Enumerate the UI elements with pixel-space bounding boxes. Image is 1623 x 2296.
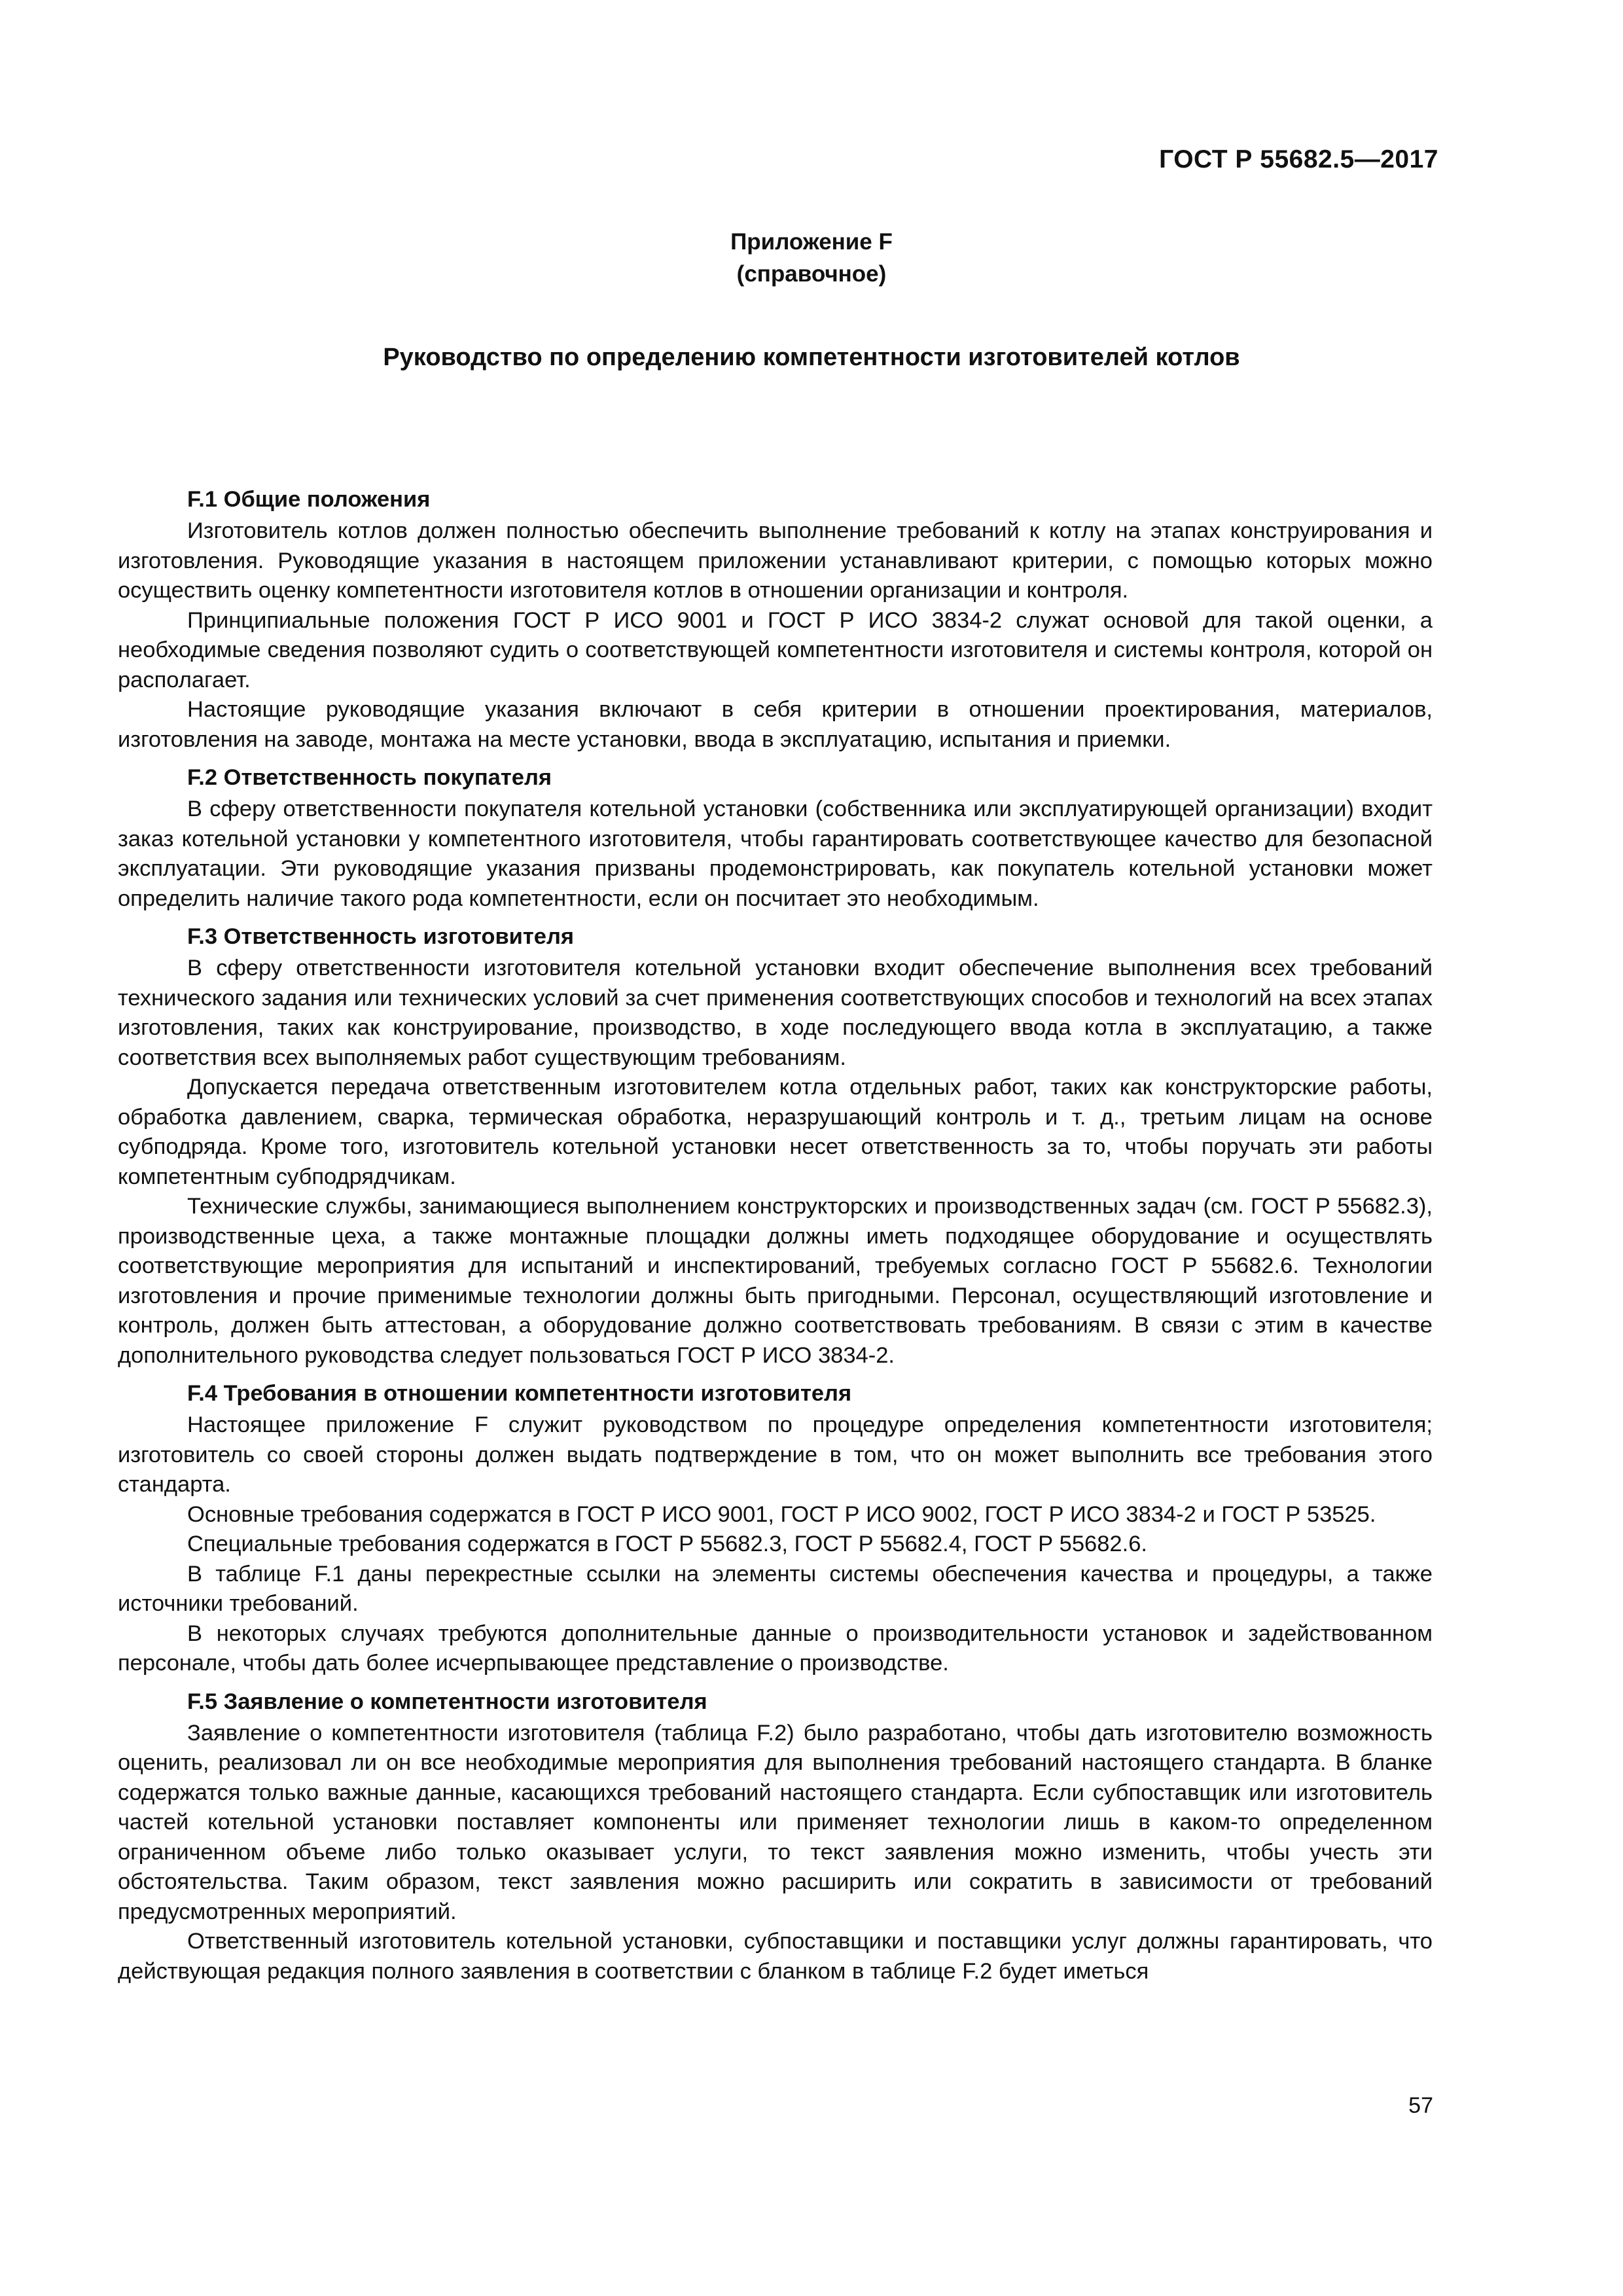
paragraph: Изготовитель котлов должен полностью обеспечить выполнение требований к котлу на этапах конструирования и изготовления. Руководящие указания в настоящем приложении устанавливают критерии, с помощью которых можно осуществить оценку компетентности изготовителя котлов в отношении организации и контроля. (118, 518, 1433, 603)
section-heading-f1: F.1 Общие положения (187, 487, 431, 512)
paragraph: Заявление о компетентности изготовителя (таблица F.2) было разработано, чтобы дать изготовителю возможность оценить, реализовал ли он все необходимые мероприятия для выполнения требований настоящего стандарта. В бланке содержатся только важные данные, касающихся требований настоящего стандарта. Если субпоставщик или изготовитель частей котельной установки поставляет компоненты или применяет технологии лишь в каком-то определенном ограниченном объеме либо только оказывает услуги, то текст заявления можно изменить, чтобы учесть эти обстоятельства. Таким образом, текст заявления можно расширить или сократить в зависимости от требований предусмотренных мероприятий. (118, 1720, 1433, 1924)
section-heading-f3: F.3 Ответственность изготовителя (187, 924, 575, 949)
paragraph: Основные требования содержатся в ГОСТ Р ИСО 9001, ГОСТ Р ИСО 9002, ГОСТ Р ИСО 3834-2 и ГОСТ Р 53525. (187, 1501, 1376, 1527)
paragraph: В таблице F.1 даны перекрестные ссылки на элементы системы обеспечения качества и процедуры, а также источники требований. (118, 1561, 1433, 1616)
paragraph: Ответственный изготовитель котельной установки, субпоставщики и поставщики услуг должны гарантировать, что действующая редакция полного заявления в соответствии с бланком в таблице F.2 будет иметься (118, 1929, 1433, 1984)
section-heading-f4: F.4 Требования в отношении компетентности изготовителя (187, 1381, 852, 1406)
paragraph: Допускается передача ответственным изготовителем котла отдельных работ, таких как конструкторские работы, обработка давлением, сварка, термическая обработка, неразрушающий контроль и т. д., третьим лицам на основе субподряда. Кроме того, изготовитель котельной установки несет ответственность за то, чтобы поручать эти работы компетентным субподрядчикам. (118, 1075, 1433, 1189)
paragraph: Настоящее приложение F служит руководством по процедуре определения компетентности изготовителя; изготовитель со своей стороны должен выдать подтверждение в том, что он может выполнить все требования этого стандарта. (118, 1412, 1433, 1497)
paragraph: В некоторых случаях требуются дополнительные данные о производительности установок и задействованном персонале, чтобы дать более исчерпывающее представление о производстве. (118, 1621, 1433, 1676)
paragraph: Настоящие руководящие указания включают в себя критерии в отношении проектирования, материалов, изготовления на заводе, монтажа на месте установки, ввода в эксплуатацию, испытания и приемки. (118, 697, 1433, 752)
page-title: Руководство по определению компетентности изготовителей котлов (383, 344, 1240, 371)
section-heading-f2: F.2 Ответственность покупателя (187, 765, 552, 790)
paragraph: В сферу ответственности изготовителя котельной установки входит обеспечение выполнения всех требований технического задания или технических условий за счет применения соответствующих способов и технологий на всех этапах изготовления, таких как конструирование, производство, в ходе последующего ввода котла в эксплуатацию, а также соответствия всех выполняемых работ существующим требованиям. (118, 956, 1433, 1070)
paragraph: Принципиальные положения ГОСТ Р ИСО 9001 и ГОСТ Р ИСО 3834-2 служат основой для такой оценки, а необходимые сведения позволяют судить о соответствующей компетентности изготовителя и системы контроля, которой он располагает. (118, 607, 1433, 692)
document-code: ГОСТ Р 55682.5—2017 (1159, 145, 1438, 173)
appendix-label: Приложение F (730, 229, 893, 255)
appendix-heading (0, 226, 1623, 290)
paragraph: Специальные требования содержатся в ГОСТ Р 55682.3, ГОСТ Р 55682.4, ГОСТ Р 55682.6. (187, 1532, 1147, 1556)
section-heading-f5: F.5 Заявление о компетентности изготовителя (187, 1689, 707, 1714)
paragraph: Технические службы, занимающиеся выполнением конструкторских и производственных задач (см. ГОСТ Р 55682.3), производственные цеха, а также монтажные площадки должны иметь подходящее оборудование и осуществлять соответствующие мероприятия для испытаний и инспектирований, требуемых согласно ГОСТ Р 55682.6. Технологии изготовления и прочие применимые технологии должны быть пригодными. Персонал, осуществляющий изготовление и контроль, должен быть аттестован, а оборудование должно соответствовать требованиям. В связи с этим в качестве дополнительного руководства следует пользоваться ГОСТ Р ИСО 3834-2. (118, 1194, 1433, 1368)
appendix-type: (справочное) (736, 261, 887, 287)
page-number: 57 (1408, 2093, 1433, 2118)
document-body (118, 484, 1433, 1986)
paragraph: В сферу ответственности покупателя котельной установки (собственника или эксплуатирующей организации) входит заказ котельной установки у компетентного изготовителя, чтобы гарантировать соответствующее качество для безопасной эксплуатации. Эти руководящие указания призваны продемонстрировать, как покупатель котельной установки может определить наличие такого рода компетентности, если он посчитает это необходимым. (118, 797, 1433, 911)
